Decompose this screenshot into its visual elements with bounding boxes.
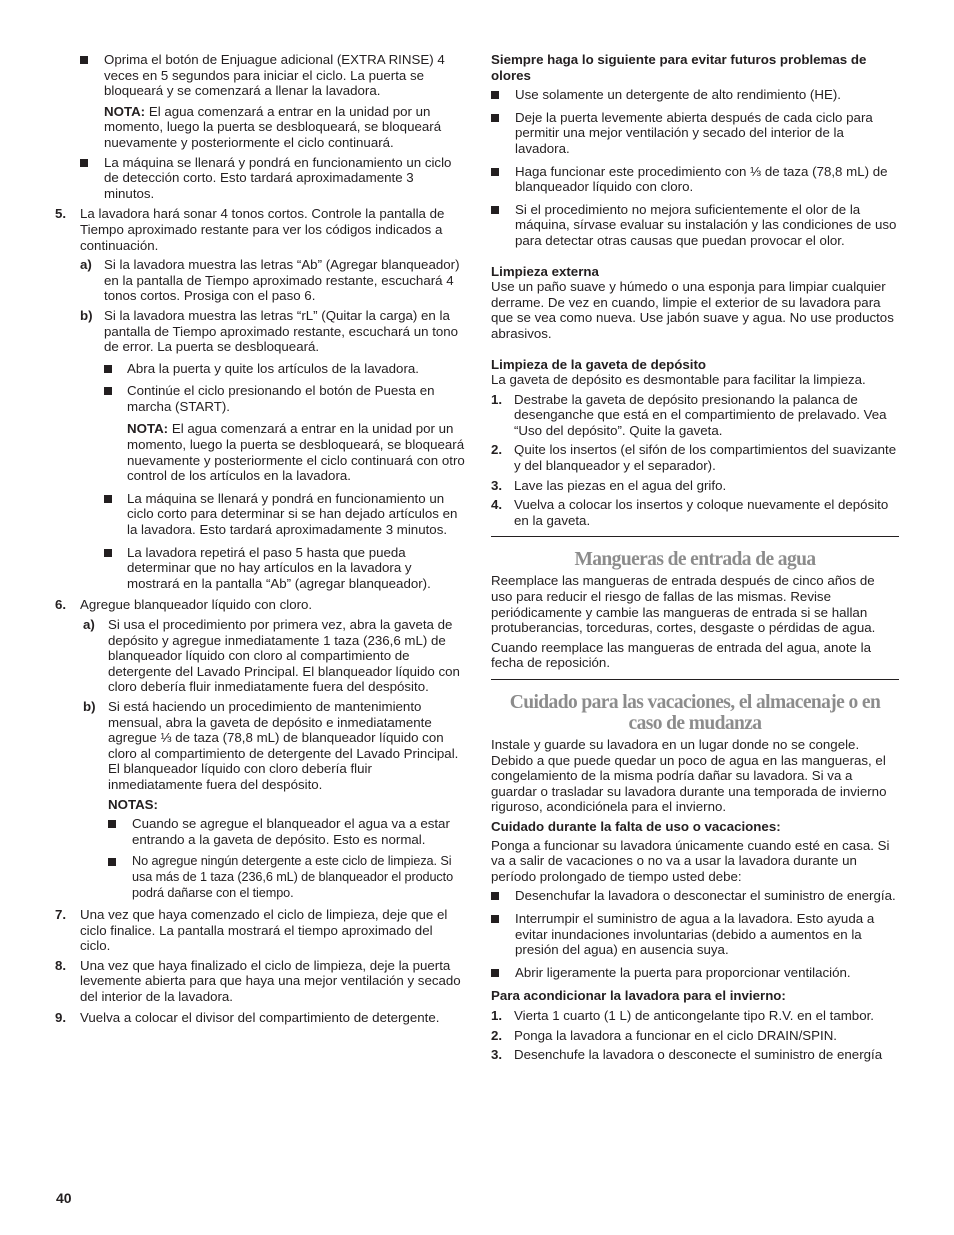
bullet-detection-cycle [80,155,465,202]
square-bullet-icon [104,549,112,557]
drawer-step-1 [491,392,899,439]
bullet-bleach-normal [108,816,465,847]
square-bullet-icon [104,365,112,373]
step-number: 6. [55,597,67,613]
step-text: Ponga la lavadora a funcionar en el ciclo DRAIN/SPIN. [514,1027,837,1043]
bullet-text: Deje la puerta levemente abierta después de cada ciclo para permitir una mejor ventilación y secado del interior de la lavadora. [515,109,873,156]
step-9 [55,1010,465,1026]
substep-label: b) [80,307,93,323]
step-number: 2. [491,1027,503,1043]
bullet-text: La lavadora repetirá el paso 5 hasta que pueda determinar que no hay artículos en la lavadora y mostrará en la pantalla “Ab” (agregar blanqueador). [127,544,431,591]
substep-label: a) [83,617,95,632]
bullet-text: Abra la puerta y quite los artículos de la lavadora. [127,360,419,376]
step-number: 3. [491,1047,503,1063]
step-text: Vuelva a colocar los insertos y coloque nuevamente el depósito en la gaveta. [514,497,889,528]
step-text: Una vez que haya comenzado el ciclo de limpieza, deje que el ciclo finalice. La pantalla mostrará el tiempo aproximado del ciclo. [80,907,448,954]
step-text: Lave las piezas en el agua del grifo. [514,477,727,493]
note-text: El agua comenzará a entrar en la unidad por un momento, luego la puerta se desbloqueará, se bloqueará nuevamente y posteriormente el ciclo continuará con otro control de los artículos en la lavadora. [127,421,465,484]
bullet-short-cycle [104,491,465,538]
step-text: Vierta 1 cuarto (1 L) de anticongelante tipo R.V. en el tambor. [514,1007,874,1023]
square-bullet-icon [108,820,116,828]
step-number: 1. [491,391,503,407]
left-column [55,52,465,1025]
bullet-text: Continúe el ciclo presionando el botón de Puesta en marcha (START). [127,383,435,414]
step-5 [55,206,465,253]
bullet-text: Abrir ligeramente la puerta para proporcionar ventilación. [515,964,851,980]
step-number: 2. [491,442,503,458]
substep-label: b) [83,698,96,714]
square-bullet-icon [491,114,499,122]
bullet-text: No agregue ningún detergente a este ciclo de limpieza. Si usa más de 1 taza (236,6 mL) de blanqueador el producto podrá dañarse con el tiempo. [132,854,454,900]
bullet-text: La máquina se llenará y pondrá en funcionamiento un ciclo corto para determinar si se han dejado artículos en la lavadora. Esto tardará aproximadamente 3 minutos. [127,490,458,538]
substep-text: Si la lavadora muestra las letras “rL” (Quitar la carga) en la pantalla de Tiempo aproximado restante, escuchará un tono de error. La puerta se desbloqueará. [104,307,459,355]
square-bullet-icon [491,969,499,977]
step-text: La lavadora hará sonar 4 tonos cortos. Controle la pantalla de Tiempo aproximado restante para ver los códigos indicados a continuación. [80,206,445,253]
bullet-evaluate-installation [491,202,899,249]
notes-label: NOTAS: [108,796,158,812]
note-label: NOTA: [127,421,169,437]
winter-step-1 [491,1008,899,1024]
bullet-shut-water [491,911,899,958]
bullet-text: Haga funcionar este procedimiento con ⅓ de taza (78,8 mL) de blanqueador líquido con cloro. [515,163,888,195]
square-bullet-icon [491,892,499,900]
drawer-cleaning-heading: Limpieza de la gaveta de depósito [491,356,707,372]
non-use-text: Ponga a funcionar su lavadora únicamente cuando esté en casa. Si va a salir de vacaciones o no va a usar la lavadora durante un período prolongado de tiempo usted debe: [491,837,890,884]
hoses-section-title: Mangueras de entrada de agua [574,549,816,571]
title-line: caso de mudanza [628,713,762,734]
bullet-continue-cycle [104,383,465,414]
step-5b [80,308,465,355]
section-divider [491,679,899,680]
step-number: 4. [491,497,503,513]
step-7 [55,907,465,954]
square-bullet-icon [491,168,499,176]
winter-step-2 [491,1028,899,1044]
substep-text: Si está haciendo un procedimiento de mantenimiento mensual, abra la gaveta de depósito e inmediatamente agregue ⅓ de taza (78,8 mL) de blanqueador líquido con cloro al compartimiento de detergente del Lavado Principal. El blanqueador líquido con cloro debería fluir inmediatamente fuera del despósito. [108,698,459,792]
drawer-cleaning-text: La gaveta de depósito es desmontable para facilitar la limpieza. [491,372,866,388]
step-number: 8. [55,957,67,973]
page-number: 40 [56,1190,72,1206]
note-paragraph [127,421,465,483]
substep-label: a) [80,257,92,273]
bullet-text: Si el procedimiento no mejora suficientemente el olor de la máquina, sírvase evaluar su instalación y las condiciones de uso para detectar otras causas que puedan provocar el olor. [515,201,897,248]
substep-text: Si usa el procedimiento por primera vez, abra la gaveta de depósito y agregue inmediatamente 1 taza (236,6 mL) de blanqueador líquido con cloro al compartimiento de detergente del Lavado Principal. El blanqueador líquido con cloro debería fluir inmediatamente fuera del despósito. [108,617,460,695]
square-bullet-icon [80,56,88,64]
bullet-text: Oprima el botón de Enjuague adicional (EXTRA RINSE) 4 veces en 5 segundos para iniciar el ciclo. La puerta se bloqueará y se comenzará a llenar la lavadora. [104,52,445,99]
winter-step-3 [491,1047,899,1063]
drawer-step-4 [491,497,899,528]
step-6a [83,617,465,695]
square-bullet-icon [108,858,116,866]
bullet-bleach-procedure [491,164,899,195]
drawer-step-3 [491,478,899,494]
step-6 [55,597,465,613]
step-text: Destrabe la gaveta de depósito presionando la palanca de desenganche que está en el compartimiento de prelavado. Vea “Uso del depósito”. Quite la gaveta. [514,391,887,438]
step-text: Agregue blanqueador líquido con cloro. [80,597,313,613]
step-number: 9. [55,1009,67,1025]
bullet-he-detergent [491,87,899,103]
bullet-unplug [491,888,899,904]
substep-text: Si la lavadora muestra las letras “Ab” (Agregar blanqueador) en la pantalla de Tiempo aproximado restante, escuchará 4 tonos cortos. Prosiga con el paso 6. [104,257,460,304]
step-number: 3. [491,477,503,493]
square-bullet-icon [80,159,88,167]
hoses-paragraph: Cuando reemplace las mangueras de entrada del agua, anote la fecha de reposición. [491,639,871,671]
bullet-text: Desenchufar la lavadora o desconectar el suministro de energía. [515,888,896,904]
winterize-heading: Para acondicionar la lavadora para el invierno: [491,988,786,1004]
square-bullet-icon [491,91,499,99]
square-bullet-icon [104,387,112,395]
bullet-repeat-step [104,545,465,592]
step-number: 5. [55,206,67,222]
bullet-text: Interrumpir el suministro de agua a la lavadora. Esto ayuda a evitar inundaciones involuntarias (debido a aumentos en la presión del agua) en ausencia suya. [515,910,875,958]
square-bullet-icon [491,206,499,214]
vacation-section-title [491,692,899,734]
non-use-heading: Cuidado durante la falta de uso o vacaciones: [491,818,781,834]
bullet-open-door [491,965,899,981]
step-text: Desenchufe la lavadora o desconecte el suministro de energía [514,1047,883,1063]
step-8 [55,958,465,1005]
external-cleaning-heading: Limpieza externa [491,263,599,279]
note-label: NOTA: [104,103,146,119]
step-6b [83,699,465,793]
step-5a [80,257,465,304]
step-number: 7. [55,907,67,923]
bullet-text: Use solamente un detergente de alto rendimiento (HE). [515,87,841,103]
bullet-text: Cuando se agregue el blanqueador el agua va a estar entrando a la gaveta de depósito. Esto es normal. [132,816,450,847]
square-bullet-icon [104,495,112,503]
note-paragraph [104,104,465,151]
bullet-door-open [491,110,899,157]
hoses-paragraph: Reemplace las mangueras de entrada después de cinco años de uso para reducir el riesgo de fallas de las mismas. Revise periódicamente y cambie las mangueras de entrada si se hallan protuberancias, torceduras, cortes, desgaste o pérdidas de agua. [491,573,876,636]
section-divider [491,536,899,537]
right-column [491,52,899,1063]
step-text: Vuelva a colocar el divisor del compartimiento de detergente. [80,1009,440,1025]
external-cleaning-text: Use un paño suave y húmedo o una esponja para limpiar cualquier derrame. De vez en cuando, limpie el exterior de su lavadora para que se vea como nueva. Use jabón suave y agua. No use productos abrasivos. [491,279,894,341]
bullet-text: La máquina se llenará y pondrá en funcionamiento un ciclo de detección corto. Esto tardará aproximadamente 3 minutos. [104,154,452,201]
drawer-step-2 [491,442,899,473]
square-bullet-icon [491,915,499,923]
title-line: Cuidado para las vacaciones, el almacenaje o en [509,692,881,713]
bullet-open-door [104,361,465,377]
step-text: Quite los insertos (el sifón de los compartimientos del suavizante y del blanqueador y el separador). [514,442,897,474]
step-text: Una vez que haya finalizado el ciclo de limpieza, deje la puerta levemente abierta para que haya una mejor ventilación y secado del interior de la lavadora. [80,957,461,1005]
vacation-paragraph: Instale y guarde su lavadora en un lugar donde no se congele. Debido a que puede quedar un poco de agua en las mangueras, el congelamiento de la misma podría dañar su lavadora. Si va a guardar o trasladar su lavadora durante una temporada de invierno riguroso, acondiciónela para el invierno. [491,737,887,815]
odor-heading: Siempre haga lo siguiente para evitar futuros problemas de olores [491,52,867,83]
bullet-extra-rinse [80,52,465,99]
note-text: El agua comenzará a entrar en la unidad por un momento, luego la puerta se desbloqueará, se bloqueará nuevamente y posteriormente el ciclo continuará. [104,103,442,150]
step-number: 1. [491,1007,503,1023]
bullet-no-detergent [108,854,465,901]
